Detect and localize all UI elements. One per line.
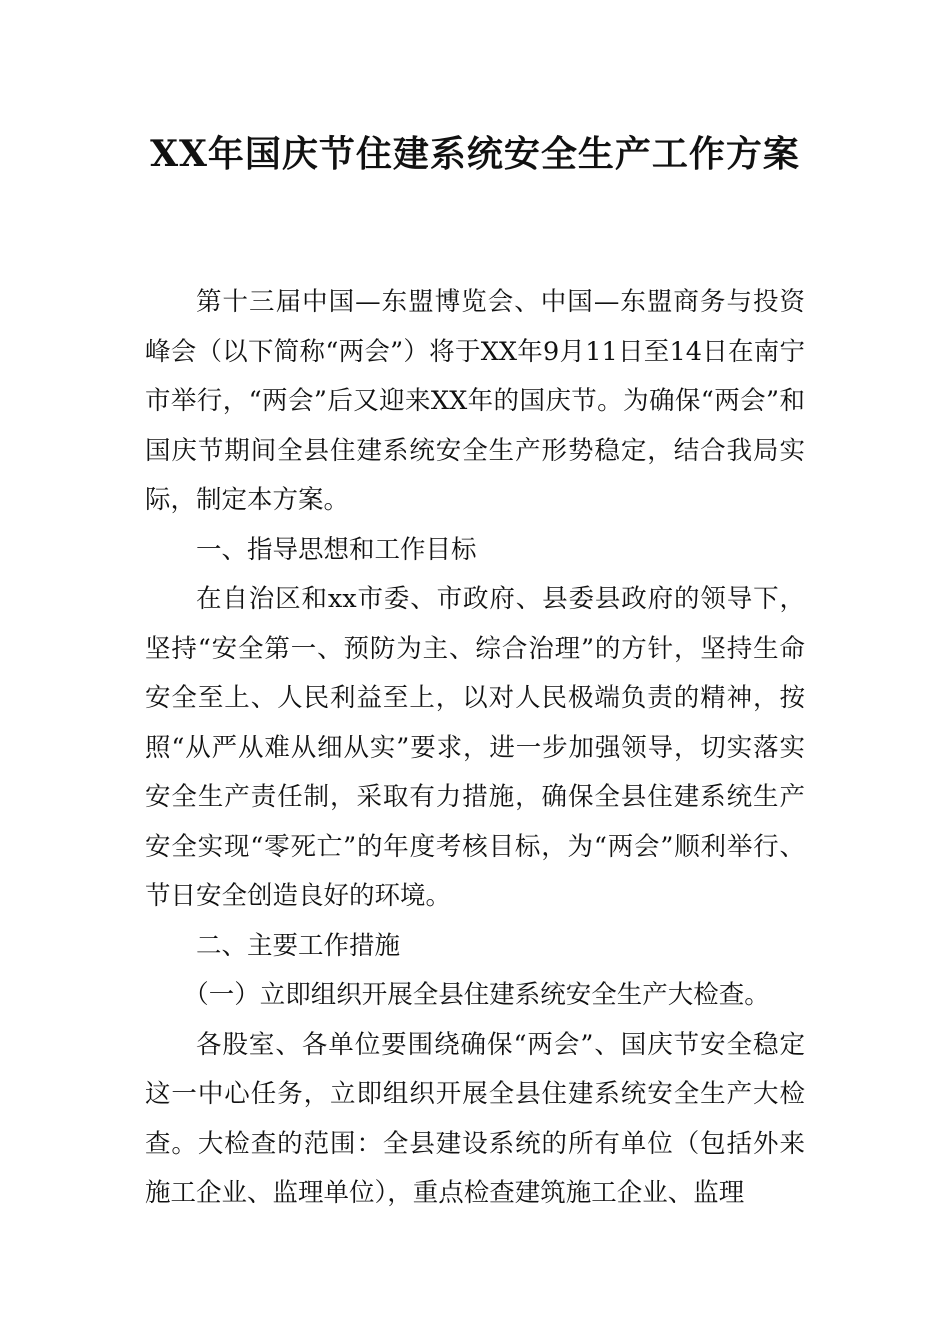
section-heading-guiding-principles: 一、指导思想和工作目标 — [196, 534, 477, 565]
subsection-heading-inspection: （一）立即组织开展全县住建系统安全生产大检查。 — [183, 980, 770, 1010]
inspection-paragraph: 各股室、各单位要围绕确保“两会”、国庆节安全稳定这一中心任务，立即组织开展全县住建系统安全生产大检查。大检查的范围：全县建设系统的所有单位（包括外来施工企业、监理单位），重点检查建筑施工企业、监理 — [145, 1029, 805, 1208]
document-title: XX年国庆节住建系统安全生产工作方案 — [150, 133, 800, 175]
section-heading-main-measures: 二、主要工作措施 — [196, 930, 401, 961]
document-body — [145, 278, 805, 1219]
intro-paragraph: 第十三届中国—东盟博览会、中国—东盟商务与投资峰会（以下简称“两会”）将于XX年9月11日至14日在南宁市举行，“两会”后又迎来XX年的国庆节。为确保“两会”和国庆节期间全县住建系统安全生产形势稳定，结合我局实际，制定本方案。 — [145, 287, 805, 515]
guiding-principles-paragraph: 在自治区和xx市委、市政府、县委县政府的领导下，坚持“安全第一、预防为主、综合治理”的方针，坚持生命安全至上、人民利益至上，以对人民极端负责的精神，按照“从严从难从细从实”要求，进一步加强领导，切实落实安全生产责任制，采取有力措施，确保全县住建系统生产安全实现“零死亡”的年度考核目标，为“两会”顺利举行、节日安全创造良好的环境。 — [145, 584, 805, 911]
